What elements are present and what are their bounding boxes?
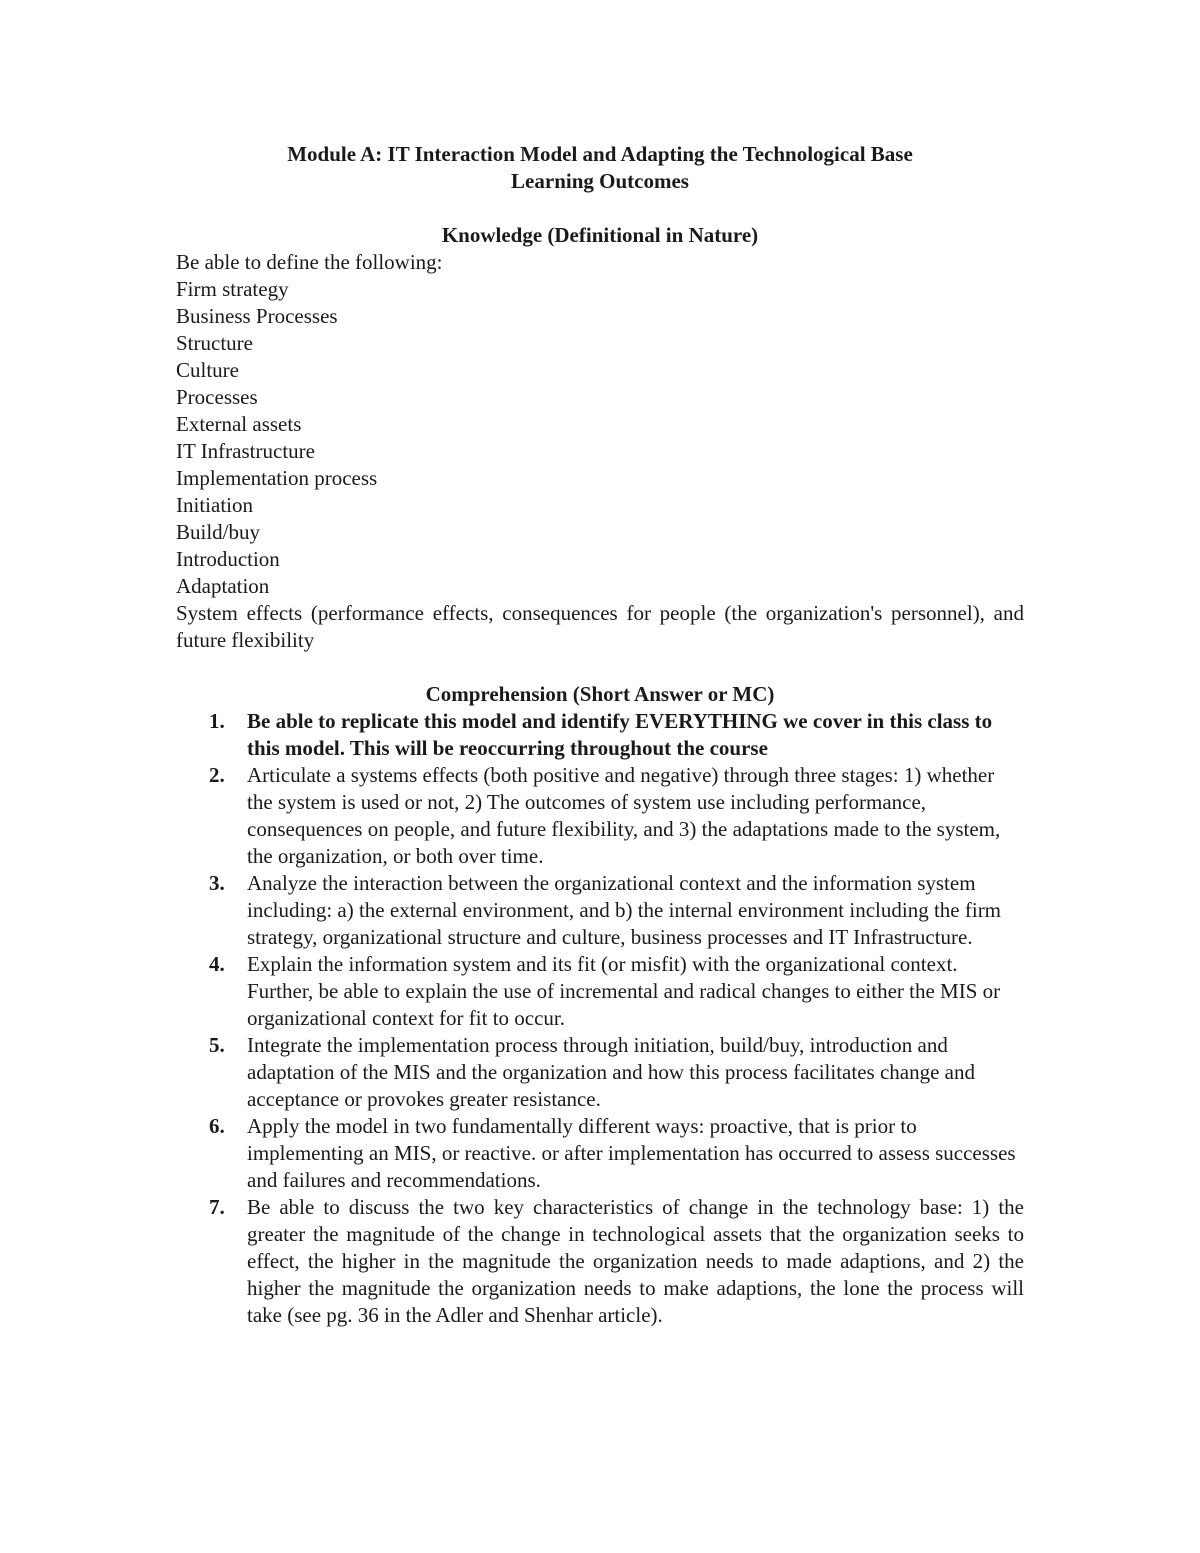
- knowledge-intro: Be able to define the following:: [176, 250, 443, 274]
- comprehension-item: [176, 1032, 1024, 1113]
- comprehension-item: [176, 1113, 1024, 1194]
- spacer: [176, 195, 1024, 222]
- item-number: 2.: [209, 763, 225, 787]
- item-text: Integrate the implementation process through initiation, build/buy, introduction and adaptation of the MIS and the organization and how this process facilitates change and acceptance or provokes greater resistance.: [247, 1033, 975, 1111]
- knowledge-term: Build/buy: [176, 520, 261, 544]
- item-text: Be able to discuss the two key characteristics of change in the technology base: 1) the greater the magnitude of the change in technological assets that the organization seeks to effect, the higher in the magnitude the organization needs to made adaptions, and 2) the higher the magnitude the organization needs to make adaptions, the lone the process will take (see pg. 36 in the Adler and Shenhar article).: [247, 1195, 1024, 1327]
- item-text: Analyze the interaction between the organizational context and the information system including: a) the external environment, and b) the internal environment including the firm strategy, organizational structure and culture, business processes and IT Infrastructure.: [247, 871, 1002, 949]
- knowledge-term: Initiation: [176, 493, 253, 517]
- item-number: 3.: [209, 871, 225, 895]
- item-number: 5.: [209, 1033, 225, 1057]
- knowledge-term: Introduction: [176, 547, 280, 571]
- comprehension-item: [176, 762, 1024, 870]
- knowledge-term: Firm strategy: [176, 277, 289, 301]
- item-number: 1.: [209, 709, 225, 733]
- knowledge-term: Structure: [176, 331, 253, 355]
- knowledge-term: External assets: [176, 412, 302, 436]
- knowledge-heading: Knowledge (Definitional in Nature): [441, 223, 759, 247]
- item-text: Articulate a systems effects (both positive and negative) through three stages: 1) whether the system is used or not, 2) The outcomes of system use including performance, consequences on people, and future flexibility, and 3) the adaptations made to the system, the organization, or both over time.: [247, 763, 1001, 868]
- comprehension-item: [176, 951, 1024, 1032]
- item-number: 6.: [209, 1114, 225, 1138]
- comprehension-item: [176, 1194, 1024, 1329]
- knowledge-term: Business Processes: [176, 304, 338, 328]
- knowledge-term: Culture: [176, 358, 239, 382]
- document-title: Module A: IT Interaction Model and Adapting the Technological Base: [287, 142, 913, 166]
- item-number: 4.: [209, 952, 225, 976]
- comprehension-item: [176, 708, 1024, 762]
- knowledge-term-list: [176, 276, 1024, 654]
- spacer: [176, 654, 1024, 681]
- knowledge-term: IT Infrastructure: [176, 439, 315, 463]
- comprehension-item: [176, 870, 1024, 951]
- item-text: Be able to replicate this model and identify EVERYTHING we cover in this class to this model. This will be reoccurring throughout the course: [247, 709, 993, 760]
- document-page: [176, 141, 1024, 1329]
- knowledge-term: Processes: [176, 385, 258, 409]
- item-number: 7.: [209, 1195, 225, 1219]
- knowledge-term: Implementation process: [176, 466, 378, 490]
- document-subtitle: Learning Outcomes: [511, 169, 689, 193]
- item-text: Apply the model in two fundamentally different ways: proactive, that is prior to implementing an MIS, or reactive. or after implementation has occurred to assess successes and failures and recommendations.: [247, 1114, 1016, 1192]
- knowledge-term-system-effects: System effects (performance effects, consequences for people (the organization's personnel), and future flexibility: [176, 601, 1024, 652]
- comprehension-list: [176, 708, 1024, 1329]
- knowledge-term: Adaptation: [176, 574, 270, 598]
- item-text: Explain the information system and its fit (or misfit) with the organizational context. Further, be able to explain the use of incremental and radical changes to either the MIS or organizational context for fit to occur.: [247, 952, 1001, 1030]
- comprehension-heading: Comprehension (Short Answer or MC): [425, 682, 775, 706]
